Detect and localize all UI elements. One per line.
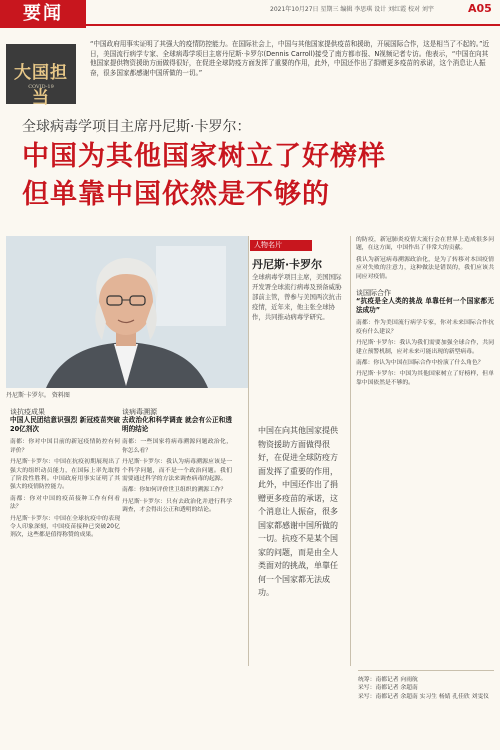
article-subtitle: 全球病毒学项目主席丹尼斯·卡罗尔：	[22, 119, 251, 135]
paragraph: 南都：作为美国流行病学专家，你对未来国际合作抗疫有什么建议？	[356, 320, 494, 335]
column-cooperation	[356, 236, 494, 666]
paragraph: 南都：你对中国目前的新冠疫情防控有何评价？	[10, 439, 120, 454]
paragraph: 丹尼斯·卡罗尔：我认为我们需要加强全球合作，共同建立预警机制，应对未来可能出现的新型病毒。	[356, 340, 494, 355]
section-heading: 去政治化和科学调查 就会有公正和透明的结论	[122, 416, 232, 434]
credits-divider	[358, 670, 494, 671]
column-achievements	[10, 408, 120, 540]
section-heading: 中国人民团结意识强烈 新冠疫苗突破20亿剂次	[10, 416, 120, 434]
paragraph: 丹尼斯·卡罗尔：中国在抗疫初期展现出了强大的组织动员能力，在国际上率先取得了阶段性胜利。中国政府用事实证明了其强大的疫情防控能力。	[10, 459, 120, 491]
section-label: 要闻	[0, 0, 86, 28]
header-rule	[86, 24, 500, 26]
page-number: A05	[468, 2, 492, 15]
paragraph: 南都：你对中国的疫苗接种工作有何看法？	[10, 495, 120, 511]
section-heading: “抗疫是全人类的挑战 单靠任何一个国家都无法成功”	[356, 297, 494, 315]
issue-meta: 2021年10月27日 星期三 编辑 李思琪 设计 刘红霞 校对 刘宇	[270, 6, 434, 13]
paragraph: 我认为新冠病毒溯源政治化，是为了转移对本国疫情应对失败的注意力，这种做法是错误的，我们应该共同应对疫情。	[356, 256, 494, 280]
credit-line: 采写：南都记者 余超南 实习生 杨婧 孔佳欣 刘雯仪	[358, 693, 489, 700]
profile-description: 全球病毒学项目主席，美国国际开发署全球流行病毒及预备威胁部前主管，曾参与美国两次抗击疫情，近年来，他主张全球协作，共同推动病毒学研究。	[252, 273, 342, 321]
headline-line-2: 但单靠中国依然是不够的	[22, 179, 330, 210]
pull-quote-text: 中国在向其他国家提供物资援助方面做得很好，在促进全球防疫方面发挥了重要的作用，此外，中国还作出了捐赠更多疫苗的承诺，这个消息让人振奋，很多国家都感谢中国所做的一切。抗疫不是某个国家的问题，而是由全人类面对的挑战，单靠任何一个国家都无法成功。	[258, 426, 338, 597]
column-divider	[248, 236, 249, 666]
photo-caption: 丹尼斯·卡罗尔。 资料图	[6, 392, 70, 399]
portrait-illustration	[6, 236, 248, 388]
section-title: 谈国际合作	[356, 289, 391, 298]
paragraph: 丹尼斯·卡罗尔：中国在全球抗疫中的表现令人印象深刻，中国疫苗接种已突破20亿剂次，这些都是值得称赞的成果。	[10, 515, 120, 539]
section-title: 谈病毒溯源	[122, 408, 157, 416]
byline-credits	[358, 676, 494, 701]
section-title: 谈抗疫成果	[10, 408, 45, 416]
logo-title: 大国担当	[14, 63, 68, 108]
paragraph: 南都：你认为中国在国际合作中扮演了什么角色？	[356, 360, 484, 367]
column-origins	[122, 408, 232, 515]
portrait-photo	[6, 236, 248, 388]
paragraph: 的防疫，新冠肺炎疫情大流行会在世界上造成很多问题，在这方面，中国作出了非常大的贡献。	[356, 237, 494, 252]
column-logo	[6, 44, 76, 108]
paragraph: 丹尼斯·卡罗尔：我认为病毒溯源应该是一个科学问题，而不是一个政治问题。我们需要通过科学的方法来调查病毒的起源。	[122, 459, 232, 483]
paragraph: 南都：你如何评价世卫组织的溯源工作？	[122, 487, 227, 494]
intro-quote-text: “中国政府用事实证明了其强大的疫情防控能力。在国际社会上，中国与其他国家提供疫苗和援助，开展国际合作，这是相当了不起的。”近日，美国流行病学专家、全球病毒学项目主席丹尼斯·卡罗尔(Dennis Carroll)接受了南方都市报、N视频记者专访。他表示，“中国在向其他国家提供物资援助方面做得很好，在促进全球防疫方面发挥了重要的作用，此外，中国还作出了捐赠更多疫苗的承诺，这个消息让人振奋，很多国家都感谢中国所做的一切。”	[90, 40, 490, 77]
header-bar	[0, 0, 500, 28]
paragraph: 丹尼斯·卡罗尔：只有去政治化并进行科学调查，才会得出公正和透明的结论。	[122, 498, 232, 514]
pull-quote	[258, 424, 344, 600]
column-divider	[350, 236, 351, 666]
headline-line-1: 中国为其他国家树立了好榜样	[22, 141, 386, 172]
credit-line: 采写：南都记者 余超南	[358, 685, 418, 692]
credit-line: 统筹：南都记者 向雨航	[358, 677, 418, 683]
paragraph: 丹尼斯·卡罗尔：中国为其他国家树立了好榜样，但单靠中国依然是不够的。	[356, 371, 494, 386]
logo-subtitle: COVID-19	[28, 84, 54, 90]
intro-quote-block	[6, 40, 494, 110]
profile-name: 丹尼斯·卡罗尔	[252, 258, 323, 271]
profile-tag: 人物名片	[250, 240, 312, 251]
paragraph: 南都：一些国家将病毒溯源问题政治化，你怎么看？	[122, 439, 232, 454]
